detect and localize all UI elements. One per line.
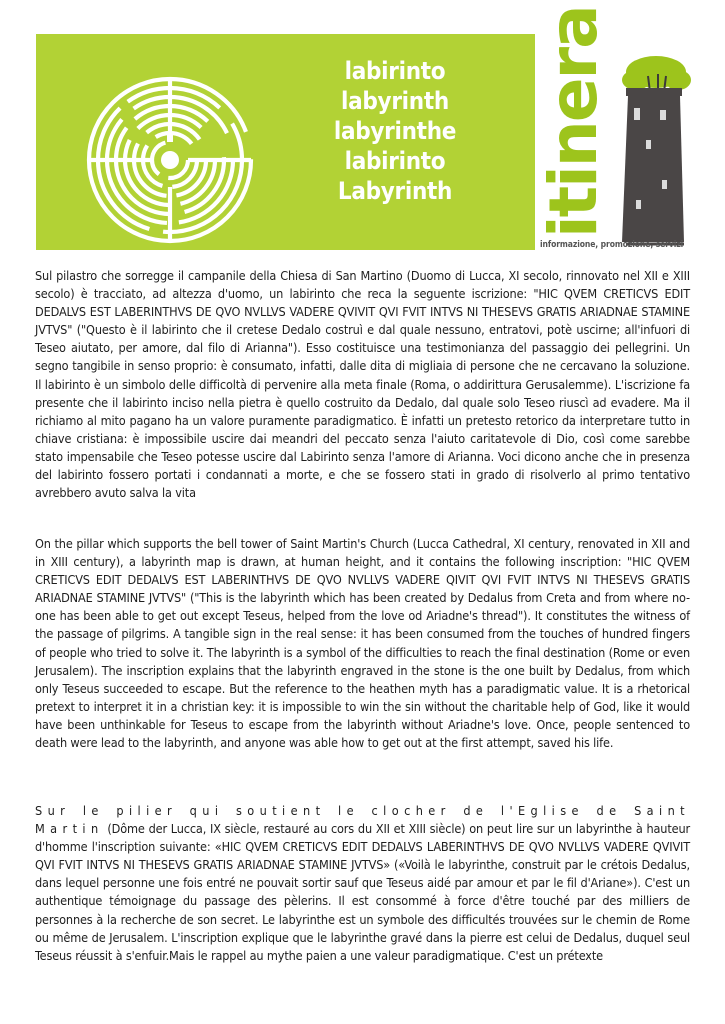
title-spanish: labirinto [344,147,446,175]
logo-word: itinera [535,6,612,238]
logo-tagline: informazione, promozione, servizi [540,240,684,250]
labyrinth-icon [86,76,254,244]
title-italian: labirinto [344,57,446,85]
paragraph-french [35,802,690,965]
paragraph-french-body: (Dôme der Lucca, IX siècle, restauré au cors du XII et XIII siècle) on peut lire sur un labyrinthe à hauteur d'homme l'inscription suivante: «HIC QVEM CRETICVS EDIT DEDALVS LABERINTHVS DE QVO NVLLVS VADERE QVIVIT QVI FVIT INTVS NI THESEVS GRATIS ARIADNAE STAMINE JVTVS» («Voilà le labyrinthe, construit par le crétois Dedalus, dans lequel personne une fois entré ne pouvait sortir sauf que Teseus aidé par amour et par le fil d'Ariane»). C'est un authentique témoignage du passage des pèlerins. Il est consommé à force d'être touché par des milliers de personnes à la recherche de son secret. Le labyrinthe est un symbole des difficultés trouvées sur le chemin de Rome ou même de Jerusalem. L'inscription explique que le labyrinthe gravé dans la pierre est celui de Dedalus, duquel seul Teseus réussit à s'enfuir.Mais le rappel au mythe paien a une valeur paradigmatique. C'est un prétexte [35,821,690,963]
paragraph-french-lead: Sur le pilier qui soutient le clocher de l'Eglise de Saint Martin [35,803,690,837]
title-german: Labyrinth [337,177,453,205]
tower-logo-icon [538,30,708,252]
title-french: labyrinthe [333,117,457,145]
header-banner [36,34,535,250]
title-english: labyrinth [341,87,449,115]
title-stack [295,56,495,206]
paragraph-italian: Sul pilastro che sorregge il campanile della Chiesa di San Martino (Duomo di Lucca, XI secolo, rinnovato nel XII e XIII secolo) è tracciato, ad altezza d'uomo, un labirinto che reca la seguente iscrizione: "HIC QVEM CRETICVS EDIT DEDALVS EST LABERINTHVS DE QVO NVLLVS VADERE QVIVIT QVI FVIT INTVS NI THESEVS GRATIS ARIADNAE STAMINE JVTVS" ("Questo è il labirinto che il cretese Dedalo costruì e dal quale nessuno, entratovi, potè uscirne; all'infuori di Teseo aiutato, per amore, dal filo di Arianna"). Esso costituisce una testimonianza del passaggio dei pellegrini. Un segno tangibile in senso proprio: è consumato, infatti, dalle dita di migliaia di persone che ne cercavano la soluzione. Il labirinto è un simbolo delle difficoltà di pervenire alla meta finale (Roma, o addirittura Gerusalemme). L'iscrizione fa presente che il labirinto inciso nella pietra è quello costruito da Dedalo, dal quale solo Teseo riuscì ad evadere. Ma il richiamo al mito pagano ha un valore puramente paradigmatico. È infatti un pretesto retorico da interpretare tutto in chiave cristiana: è impossibile uscire dai meandri del peccato senza l'aiuto caritatevole di Dio, così come sarebbe stato impensabile che Teseo potesse uscire dal Labirinto senza l'amore di Arianna. Voci dicono anche che in presenza del labirinto fossero portati i condannati a morte, e che se fossero stati in grado di risolverlo al primo tentativo avrebbero avuto salva la vita [35,268,690,501]
paragraph-english: On the pillar which supports the bell tower of Saint Martin's Church (Lucca Cathedral, XI century, renovated in XII and in XIII century), a labyrinth map is drawn, at human height, and it contains the following inscription: "HIC QVEM CRETICVS EDIT DEDALVS EST LABERINTHVS DE QVO NVLLVS VADERE QIVIT QVI FVIT INTVS NI THESEVS GRATIS ARIADNAE STAMINE JVTVS" ("This is the labyrinth which has been created by Dedalus from Creta and from where no-one has been able to get out except Teseus, helped from the love od Ariadne's thread"). It constitutes the witness of the passage of pilgrims. A tangible sign in the real sense: it has been consumed from the touches of hundred fingers of people who tried to solve it. The labyrinth is a symbol of the difficulties to reach the final destination (Rome or even Jerusalem). The inscription explains that the labyrinth engraved in the stone is the one built by Dedalus, from which only Teseus succeeded to escape. But the reference to the heathen myth has a paradigmatic value. It is a rhetorical pretext to interpret it in a christian key: it is impossible to win the sin without the charitable help of God, like it would have been unthinkable for Teseus to escape from the labyrinth without Ariadne's love. Once, people sentenced to death were lead to the labyrinth, and anyone was able how to get out at the first attempt, saved his life. [35,536,690,751]
